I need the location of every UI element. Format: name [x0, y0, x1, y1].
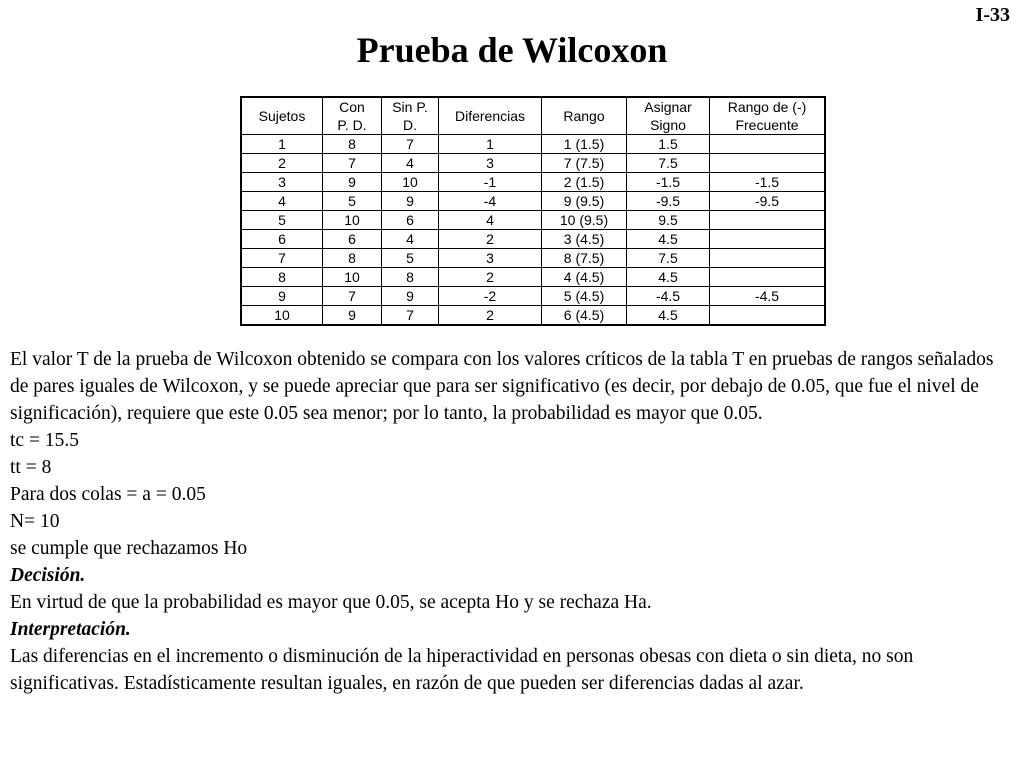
table-cell: 1.5: [627, 135, 710, 154]
column-header-line: Signo: [650, 117, 686, 133]
table-cell: 5: [323, 192, 382, 211]
table-cell: 7.5: [627, 249, 710, 268]
table-cell: 7: [323, 287, 382, 306]
table-header-row: [241, 97, 825, 135]
table-cell: 9: [382, 192, 439, 211]
table-cell: 6: [323, 230, 382, 249]
table-cell: 10: [241, 306, 323, 326]
table-cell: 5: [382, 249, 439, 268]
table-cell: 4: [241, 192, 323, 211]
table-cell: -1.5: [710, 173, 826, 192]
decision-heading: Decisión.: [10, 565, 86, 586]
table-cell: [710, 154, 826, 173]
tt-value: tt = 8: [10, 457, 52, 478]
table-cell: 3 (4.5): [542, 230, 627, 249]
table-cell: 3: [439, 154, 542, 173]
table-cell: [710, 249, 826, 268]
table-cell: 9: [323, 306, 382, 326]
table-cell: 7: [241, 249, 323, 268]
table-cell: 2: [439, 306, 542, 326]
table-cell: 9 (9.5): [542, 192, 627, 211]
table-cell: 3: [241, 173, 323, 192]
table-row: [241, 306, 825, 326]
table-cell: 4 (4.5): [542, 268, 627, 287]
table-cell: [710, 211, 826, 230]
table-cell: 3: [439, 249, 542, 268]
table-cell: 7: [382, 135, 439, 154]
column-header-line: Rango: [563, 108, 605, 124]
table-cell: 7: [323, 154, 382, 173]
table-cell: -9.5: [627, 192, 710, 211]
tc-value: tc = 15.5: [10, 430, 79, 451]
column-header: [627, 97, 710, 135]
table-cell: 8 (7.5): [542, 249, 627, 268]
explanation-paragraph: El valor T de la prueba de Wilcoxon obtenido se compara con los valores críticos de la tabla T en pruebas de rangos señalados de pares iguales de Wilcoxon, y se puede apreciar que para ser significativo (es decir, por debajo de 0.05, que fue el nivel de significación), requiere que este 0.05 sea menor; por lo tanto, la probabilidad es mayor que 0.05.: [10, 349, 994, 424]
column-header-line: Rango de (-): [727, 99, 807, 115]
table-cell: 5: [241, 211, 323, 230]
table-row: [241, 287, 825, 306]
table-cell: 4.5: [627, 230, 710, 249]
table-cell: [710, 306, 826, 326]
table-cell: 7: [382, 306, 439, 326]
table-cell: 2: [241, 154, 323, 173]
table-row: [241, 154, 825, 173]
table-cell: 9: [323, 173, 382, 192]
table-cell: 7.5: [627, 154, 710, 173]
table-cell: -1.5: [627, 173, 710, 192]
table-row: [241, 230, 825, 249]
column-header-line: P. D.: [337, 117, 367, 133]
column-header-line: Sin P.: [392, 99, 428, 115]
page-title: Prueba de Wilcoxon: [356, 30, 668, 70]
table-cell: 2 (1.5): [542, 173, 627, 192]
table-cell: 10: [382, 173, 439, 192]
column-header-line: D.: [403, 117, 417, 133]
table-cell: [710, 230, 826, 249]
table-cell: 9: [382, 287, 439, 306]
table-cell: 10: [323, 211, 382, 230]
table-cell: 1 (1.5): [542, 135, 627, 154]
column-header-line: Asignar: [644, 99, 692, 115]
decision-text: En virtud de que la probabilidad es mayor que 0.05, se acepta Ho y se rechaza Ha.: [10, 592, 652, 613]
table-cell: 4.5: [627, 306, 710, 326]
table-cell: 4: [382, 154, 439, 173]
table-cell: 8: [323, 249, 382, 268]
table-header: [241, 97, 825, 135]
table-row: [241, 249, 825, 268]
table-cell: 8: [323, 135, 382, 154]
column-header: [542, 97, 627, 135]
reject-statement: se cumple que rechazamos Ho: [10, 538, 248, 559]
column-header: [241, 97, 323, 135]
table-cell: 5 (4.5): [542, 287, 627, 306]
table-cell: -2: [439, 287, 542, 306]
column-header: [710, 97, 826, 135]
table-cell: [710, 135, 826, 154]
table-cell: 4: [382, 230, 439, 249]
column-header-line: Diferencias: [454, 108, 526, 124]
table-body: [241, 135, 825, 326]
table-cell: 2: [439, 268, 542, 287]
table-cell: 4.5: [627, 268, 710, 287]
table-cell: 1: [439, 135, 542, 154]
table-cell: 10 (9.5): [542, 211, 627, 230]
table-cell: 9: [241, 287, 323, 306]
table-row: [241, 192, 825, 211]
column-header: [382, 97, 439, 135]
interpretation-heading: Interpretación.: [10, 619, 131, 640]
column-header: [439, 97, 542, 135]
column-header: [323, 97, 382, 135]
table-cell: -9.5: [710, 192, 826, 211]
slide-number: I-33: [975, 4, 1010, 26]
wilcoxon-table: [240, 96, 826, 326]
table-row: [241, 173, 825, 192]
table-cell: 6: [241, 230, 323, 249]
table-cell: 6: [382, 211, 439, 230]
table-row: [241, 268, 825, 287]
two-tailed-alpha: Para dos colas = a = 0.05: [10, 484, 206, 505]
column-header-line: Sujetos: [258, 108, 306, 124]
table-cell: 7 (7.5): [542, 154, 627, 173]
table-cell: [710, 268, 826, 287]
sample-size: N= 10: [10, 511, 60, 532]
table-row: [241, 211, 825, 230]
table-cell: 1: [241, 135, 323, 154]
column-header-line: Frecuente: [735, 117, 799, 133]
table-cell: 8: [382, 268, 439, 287]
table-cell: 6 (4.5): [542, 306, 627, 326]
table-cell: 4: [439, 211, 542, 230]
table-cell: -4: [439, 192, 542, 211]
interpretation-text: Las diferencias en el incremento o disminución de la hiperactividad en personas obesas con dieta o sin dieta, no son significativas. Estadísticamente resultan iguales, en razón de que pueden ser diferencias dadas al azar.: [10, 646, 914, 694]
body-text: [10, 346, 1014, 697]
table-cell: -4.5: [627, 287, 710, 306]
table-row: [241, 135, 825, 154]
table-cell: 9.5: [627, 211, 710, 230]
table-cell: 10: [323, 268, 382, 287]
table-cell: 2: [439, 230, 542, 249]
wilcoxon-table-container: [240, 96, 826, 326]
table-cell: 8: [241, 268, 323, 287]
column-header-line: Con: [339, 99, 365, 115]
table-cell: -1: [439, 173, 542, 192]
table-cell: -4.5: [710, 287, 826, 306]
